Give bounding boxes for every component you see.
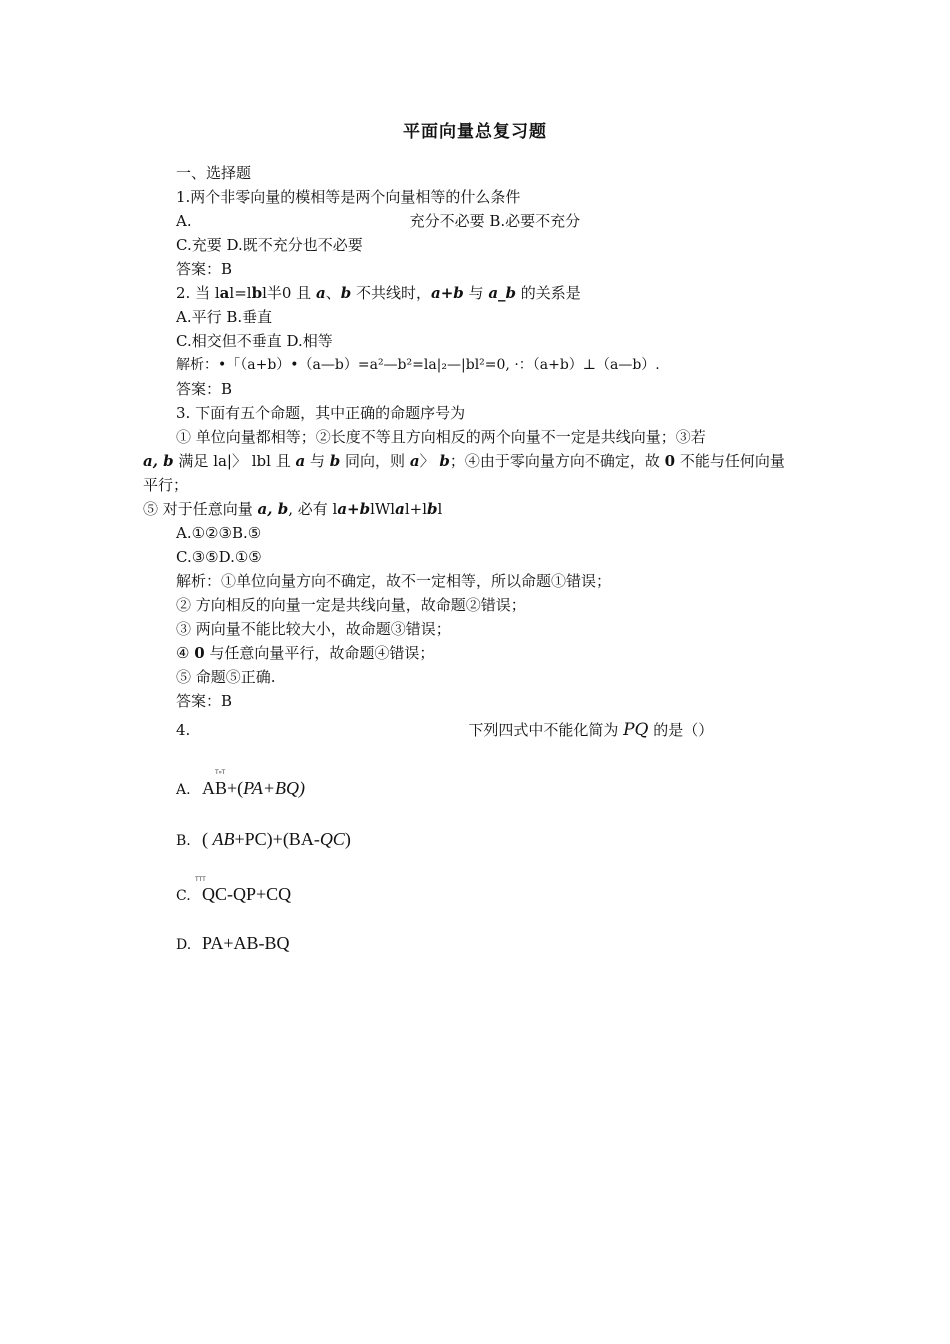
q1-answer: 答案：B (176, 260, 233, 278)
q4-option-c: C. QC-QP+CQ (176, 884, 292, 904)
q3-answer: 答案：B (176, 692, 233, 710)
page-title: 平面向量总复习题 (403, 122, 547, 142)
q3-analysis-4: ④ 0 与任意向量平行，故命题④错误； (176, 644, 435, 662)
q4-number: 4. (176, 721, 191, 739)
q4-stem: 4. 下列四式中不能化简为 PQ 的是（） (176, 720, 714, 740)
q2-analysis: 解析：•「（a+b）•（a—b）=a²—b²=la|₂—|bl²=0, ·：（a+b）⊥（a—b）. (176, 357, 660, 373)
q3-statement-line-1: ① 单位向量都相等；②长度不等且方向相反的两个向量不一定是共线向量；③若 (176, 428, 706, 446)
q3-analysis-1: 解析：①单位向量方向不确定，故不一定相等，所以命题①错误； (176, 572, 612, 590)
q1-options-ab (176, 211, 580, 231)
q4-option-a: A. AB+(PA+BQ) (176, 778, 305, 798)
q3-analysis-5: ⑤ 命题⑤正确. (176, 668, 276, 686)
q3-analysis-2: ② 方向相反的向量一定是共线向量，故命题②错误； (176, 596, 526, 614)
q2-options-cd: C.相交但不垂直 D.相等 (176, 332, 333, 350)
q1-options-cd: C.充要 D.既不充分也不必要 (176, 236, 363, 254)
q3-stem: 3. 下面有五个命题，其中正确的命题序号为 (176, 404, 466, 422)
q1-option-a-label: A. (176, 212, 192, 230)
q3-options-ab: A.①②③B.⑤ (176, 524, 262, 542)
q4-option-d: D. PA+AB-BQ (176, 933, 290, 953)
q1-option-a-rest: 充分不必要 B.必要不充分 (409, 212, 581, 230)
q1-stem: 1.两个非零向量的模相等是两个向量相等的什么条件 (176, 188, 521, 206)
q2-answer: 答案：B (176, 380, 233, 398)
q4-option-a-arrow-marks: T»T (215, 769, 226, 776)
q4-option-b: B. ( AB+PC)+(BA-QC) (176, 829, 351, 849)
q3-statement-line-2: a, b 满足 la|〉 lbl 且 a 与 b 同向，则 a〉 b；④由于零向量方向不确定，故 0 不能与任何向量 (143, 452, 785, 470)
q3-options-cd: C.③⑤D.①⑤ (176, 548, 262, 566)
q3-statement-line-4: ⑤ 对于任意向量 a, b, 必有 la+blWlal+lbl (143, 500, 443, 518)
section-heading: 一、选择题 (176, 164, 252, 182)
q3-statement-line-3: 平行； (143, 476, 189, 494)
q2-options-ab: A.平行 B.垂直 (176, 308, 273, 326)
q3-analysis-3: ③ 两向量不能比较大小，故命题③错误； (176, 620, 451, 638)
q2-stem: 2. 当 lal=lbl半0 且 a、b 不共线时，a+b 与 a_b 的关系是 (176, 284, 581, 302)
q4-option-c-arrow-marks: TTT (195, 876, 206, 883)
